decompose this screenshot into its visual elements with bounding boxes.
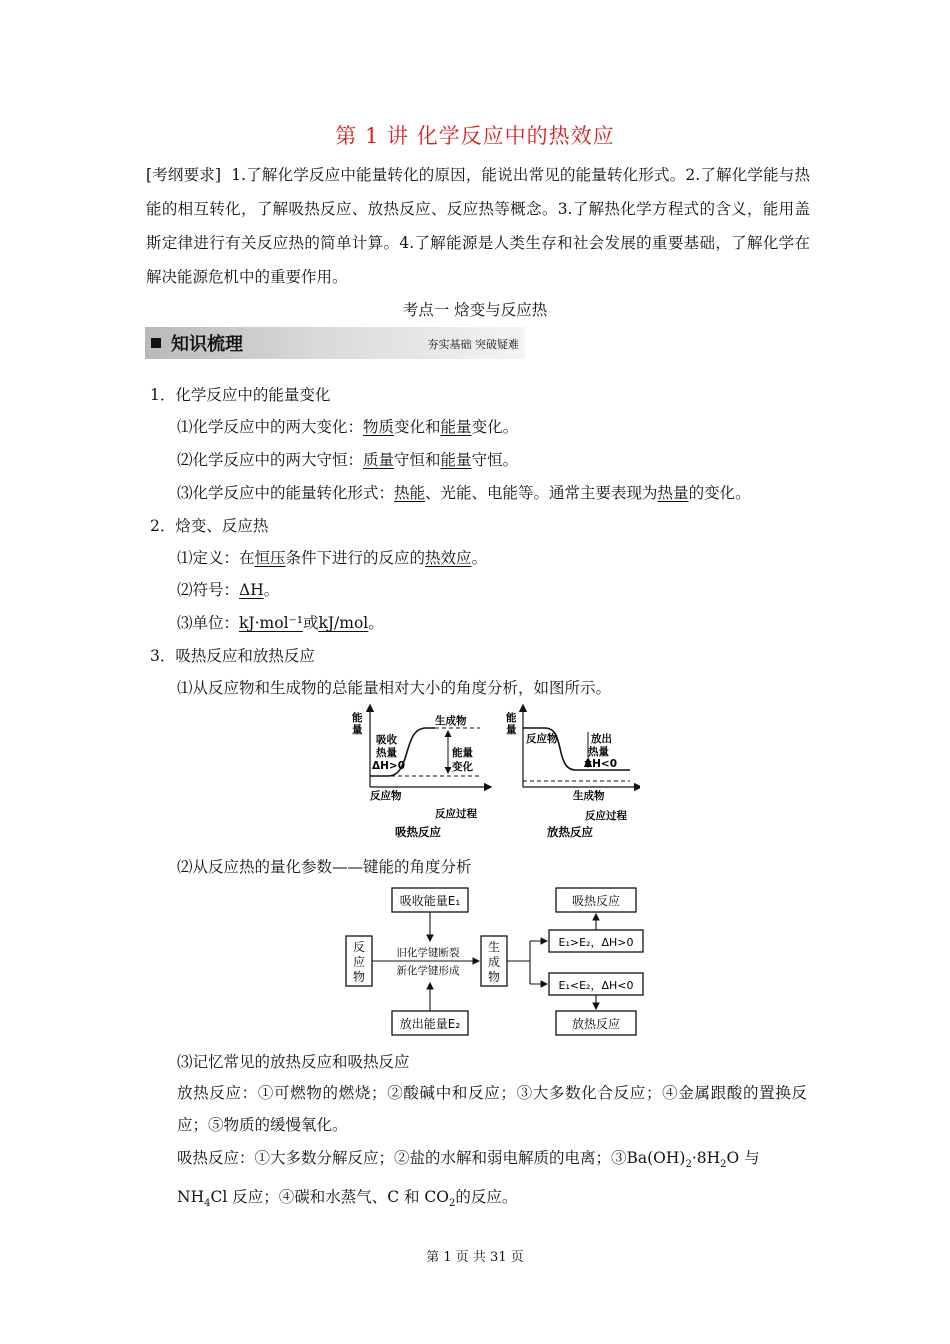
exo-note2: 热量	[588, 746, 609, 758]
product-char-2: 成	[487, 955, 501, 969]
cond2-label: E₁<E₂，ΔH<0	[558, 979, 634, 992]
cond1-label: E₁>E₂，ΔH>0	[558, 936, 634, 949]
endo-side1: 能量	[452, 747, 473, 759]
page-footer: 第 1 页 共 31 页	[426, 1250, 524, 1265]
requirements-text: 1.了解化学反应中能量转化的原因，能说出常见的能量转化形式。2.了解化学能与热能的相互转化，了解吸热反应、放热反应、反应热等概念。3.了解热化学方程式的含义，能用盖斯定律进行有关反应热的简单计算。4.了解能源是人类生存和社会发展的重要基础，了解化学在解决能源危机中的重要作用。	[146, 166, 810, 286]
s2-line2: ⑵符号：ΔH。	[177, 581, 280, 599]
endo-reactant-label: 反应物	[370, 790, 402, 802]
banner-subtitle: 夯实基础 突破疑难	[427, 338, 519, 351]
s2-line3: ⑶单位：kJ·mol⁻¹或kJ/mol。	[177, 614, 384, 632]
s3-line3: ⑶记忆常见的放热反应和吸热反应	[177, 1053, 410, 1071]
exo-y-label-2: 量	[506, 724, 517, 736]
reactant-char-1: 反	[352, 940, 366, 954]
endo-y-label-2: 量	[352, 724, 363, 736]
s3-line2: ⑵从反应热的量化参数——键能的角度分析	[177, 858, 472, 876]
s3-line1: ⑴从反应物和生成物的总能量相对大小的角度分析，如图所示。	[177, 679, 612, 697]
endothermic-diagram	[352, 706, 490, 839]
page-title: 第 1 讲 化学反应中的热效应	[335, 124, 615, 148]
s1-line1: ⑴化学反应中的两大变化：物质变化和能量变化。	[177, 418, 519, 436]
exo-product-label: 生成物	[573, 790, 605, 802]
knowledge-banner	[145, 327, 525, 359]
exo-note3: ΔH<0	[584, 758, 618, 770]
bond-break-label: 旧化学键断裂	[396, 947, 460, 959]
banner-title: 知识梳理	[171, 334, 243, 355]
exothermic-diagram	[506, 706, 640, 839]
bond-form-label: 新化学键形成	[396, 965, 460, 977]
exothermic-label: 放热反应	[571, 1017, 621, 1031]
exo-reactant-label: 反应物	[526, 733, 558, 745]
endo-product-label: 生成物	[435, 715, 467, 727]
requirements-label: [考纲要求]	[146, 166, 222, 184]
endothermic-list: 吸热反应：①大多数分解反应；②盐的水解和弱电解质的电离；$③Ba(OH)_2\cdot 8H_2O$ 与 $NH_4Cl$ 反应；④碳和水蒸气、C 和 $CO_2$的反应。	[177, 1149, 760, 1210]
s3-heading: 3．吸热反应和放热反应	[150, 647, 315, 665]
s1-line2: ⑵化学反应中的两大守恒：质量守恒和能量守恒。	[177, 451, 519, 469]
endo-caption: 吸热反应	[395, 825, 441, 839]
product-char-3: 物	[487, 970, 501, 984]
exo-note1: 放出	[591, 733, 612, 745]
release-energy-label: 放出能量E₂	[399, 1017, 461, 1031]
endo-side2: 变化	[452, 761, 473, 773]
s1-line3: ⑶化学反应中的能量转化形式：热能、光能、电能等。通常主要表现为热量的变化。	[177, 484, 751, 502]
energy-diagrams	[340, 703, 640, 843]
exo-y-label-1: 能	[506, 712, 517, 724]
product-char-1: 生	[487, 940, 501, 954]
endothermic-label: 吸热反应	[571, 894, 621, 908]
bond-energy-flow	[340, 885, 650, 1037]
exo-x-label: 反应过程	[585, 810, 627, 822]
absorb-energy-label: 吸收能量E₁	[399, 894, 461, 908]
s1-heading: 1．化学反应中的能量变化	[150, 386, 331, 404]
section-title: 考点一 焓变与反应热	[402, 301, 548, 319]
endo-note1: 吸收	[376, 734, 397, 746]
s2-heading: 2．焓变、反应热	[150, 517, 269, 535]
endo-y-label-1: 能	[352, 712, 363, 724]
endo-note2: 热量	[376, 747, 397, 759]
reactant-char-2: 应	[352, 955, 366, 969]
exothermic-list: 放热反应：①可燃物的燃烧；②酸碱中和反应；③大多数化合反应；④金属跟酸的置换反应；⑤物质的缓慢氧化。	[177, 1084, 807, 1134]
banner-square-icon	[151, 338, 161, 348]
exo-caption: 放热反应	[547, 825, 593, 839]
endo-x-label: 反应过程	[435, 808, 477, 820]
s2-line1: ⑴定义：在恒压条件下进行的反应的热效应。	[177, 549, 488, 567]
endo-note3: ΔH>0	[372, 760, 406, 772]
requirements-paragraph	[146, 158, 810, 294]
reactant-char-3: 物	[352, 970, 366, 984]
